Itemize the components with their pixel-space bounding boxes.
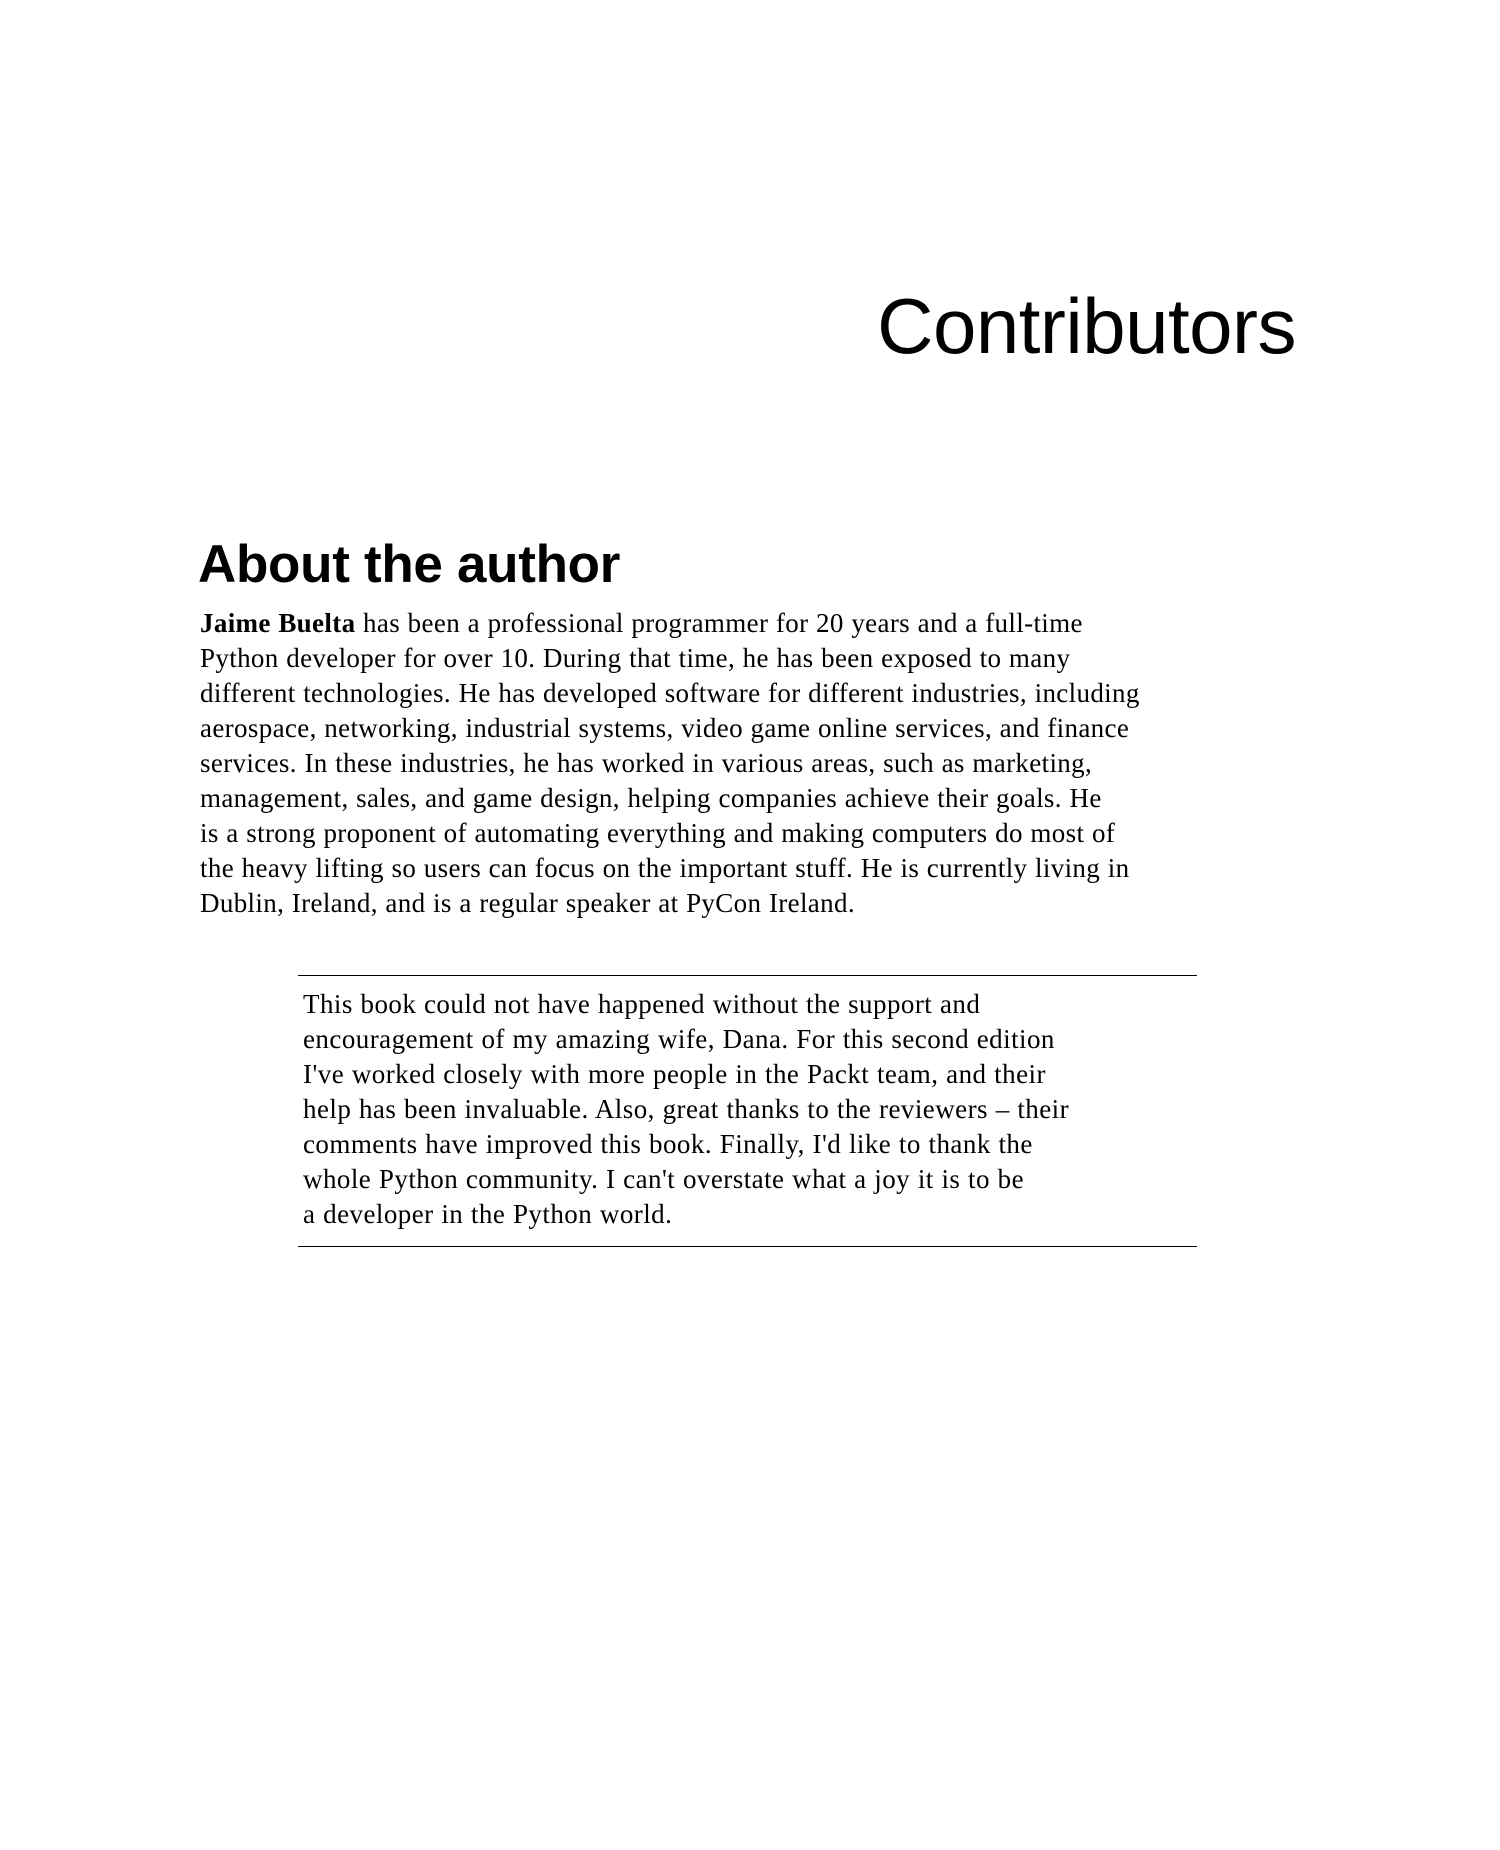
bio-line: is a strong proponent of automating everything and making computers do most of — [200, 818, 1116, 848]
author-name: Jaime Buelta — [200, 608, 356, 638]
bio-line: different technologies. He has developed software for different industries, including — [200, 678, 1140, 708]
acknowledgement-text — [303, 987, 1193, 1232]
acknowledgement-line: I've worked closely with more people in the Packt team, and their — [303, 1059, 1046, 1089]
bio-line: aerospace, networking, industrial systems, video game online services, and finance — [200, 713, 1130, 743]
acknowledgement-line: This book could not have happened without the support and — [303, 989, 981, 1019]
acknowledgement-line: whole Python community. I can't overstate what a joy it is to be — [303, 1164, 1025, 1194]
chapter-title: Contributors — [877, 282, 1296, 370]
bio-line: Python developer for over 10. During that time, he has been exposed to many — [200, 643, 1071, 673]
bio-line-text: has been a professional programmer for 20 years and a full-time — [355, 608, 1083, 638]
bio-line: management, sales, and game design, helping companies achieve their goals. He — [200, 783, 1102, 813]
bio-line — [200, 606, 1310, 641]
bio-line: services. In these industries, he has worked in various areas, such as marketing, — [200, 748, 1093, 778]
acknowledgement-line: encouragement of my amazing wife, Dana. For this second edition — [303, 1024, 1055, 1054]
section-heading: About the author — [198, 535, 621, 594]
acknowledgement-line: help has been invaluable. Also, great thanks to the reviewers – their — [303, 1094, 1070, 1124]
acknowledgement-line: comments have improved this book. Finally, I'd like to thank the — [303, 1129, 1033, 1159]
bio-line: Dublin, Ireland, and is a regular speaker at PyCon Ireland. — [200, 888, 855, 918]
bio-line: the heavy lifting so users can focus on the important stuff. He is currently living in — [200, 853, 1130, 883]
author-bio-paragraph — [200, 606, 1310, 921]
acknowledgement-line: a developer in the Python world. — [303, 1199, 673, 1229]
acknowledgement-box — [298, 975, 1197, 1247]
